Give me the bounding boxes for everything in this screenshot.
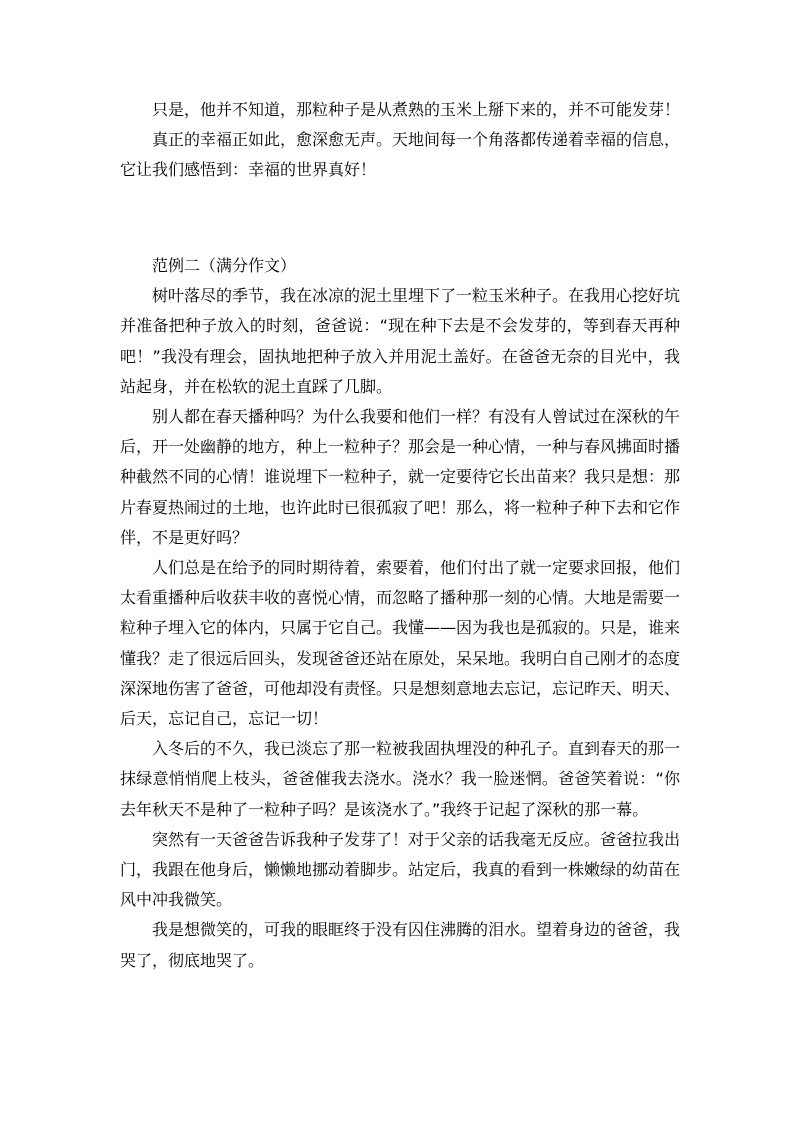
paragraph: 只是，他并不知道，那粒种子是从煮熟的玉米上掰下来的，并不可能发芽！ [152,100,681,119]
paragraph: 人们总是在给予的同时期待着，索要着，他们付出了就一定要求回报，他们太看重播种后收获丰收的喜悦心情，而忽略了播种那一刻的心情。大地是需要一粒种子埋入它的体内，只属于它自己。我懂——因为我也是孤寂的。只是，谁来懂我？走了很远后回头，发现爸爸还站在原处，呆呆地。我明白自己刚才的态度深深地伤害了爸爸，可他却没有责怪。只是想刻意地去忘记，忘记昨天、明天、后天，忘记自己，忘记一切！ [120,558,681,729]
example-two-section [120,251,680,976]
paragraph: 别人都在春天播种吗？为什么我要和他们一样？有没有人曾试过在深秋的午后，开一处幽静的地方，种上一粒种子？那会是一种心情，一种与春风拂面时播种截然不同的心情！谁说埋下一粒种子，就一定要待它长出苗来？我只是想：那片春夏热闹过的土地，也许此时已很孤寂了吧！那么，将一粒种子种下去和它作伴，不是更好吗？ [120,407,681,547]
paragraph: 树叶落尽的季节，我在冰凉的泥土里埋下了一粒玉米种子。在我用心挖好坑并准备把种子放入的时刻，爸爸说：“现在种下去是不会发芽的，等到春天再种吧！”我没有理会，固执地把种子放入并用泥土盖好。在爸爸无奈的目光中，我站起身，并在松软的泥土直踩了几脚。 [120,286,681,396]
paragraph: 真正的幸福正如此，愈深愈无声。天地间每一个角落都传递着幸福的信息，它让我们感悟到：幸福的世界真好！ [120,130,681,180]
top-section [120,95,680,186]
paragraph: 突然有一天爸爸告诉我种子发芽了！对于父亲的话我毫无反应。爸爸拉我出门，我跟在他身后，懒懒地挪动着脚步。站定后，我真的看到一株嫩绿的幼苗在风中冲我微笑。 [120,829,681,910]
section-heading: 范例二（满分作文） [152,256,297,275]
paragraph: 我是想微笑的，可我的眼眶终于没有囚住沸腾的泪水。望着身边的爸爸，我哭了，彻底地哭了。 [120,920,681,970]
paragraph: 入冬后的不久，我已淡忘了那一粒被我固执埋没的种孔子。直到春天的那一抹绿意悄悄爬上枝头，爸爸催我去浇水。浇水？我一脸迷惘。爸爸笑着说：“你去年秋天不是种了一粒种子吗？是该浇水了。”我终于记起了深秋的那一幕。 [120,739,681,819]
